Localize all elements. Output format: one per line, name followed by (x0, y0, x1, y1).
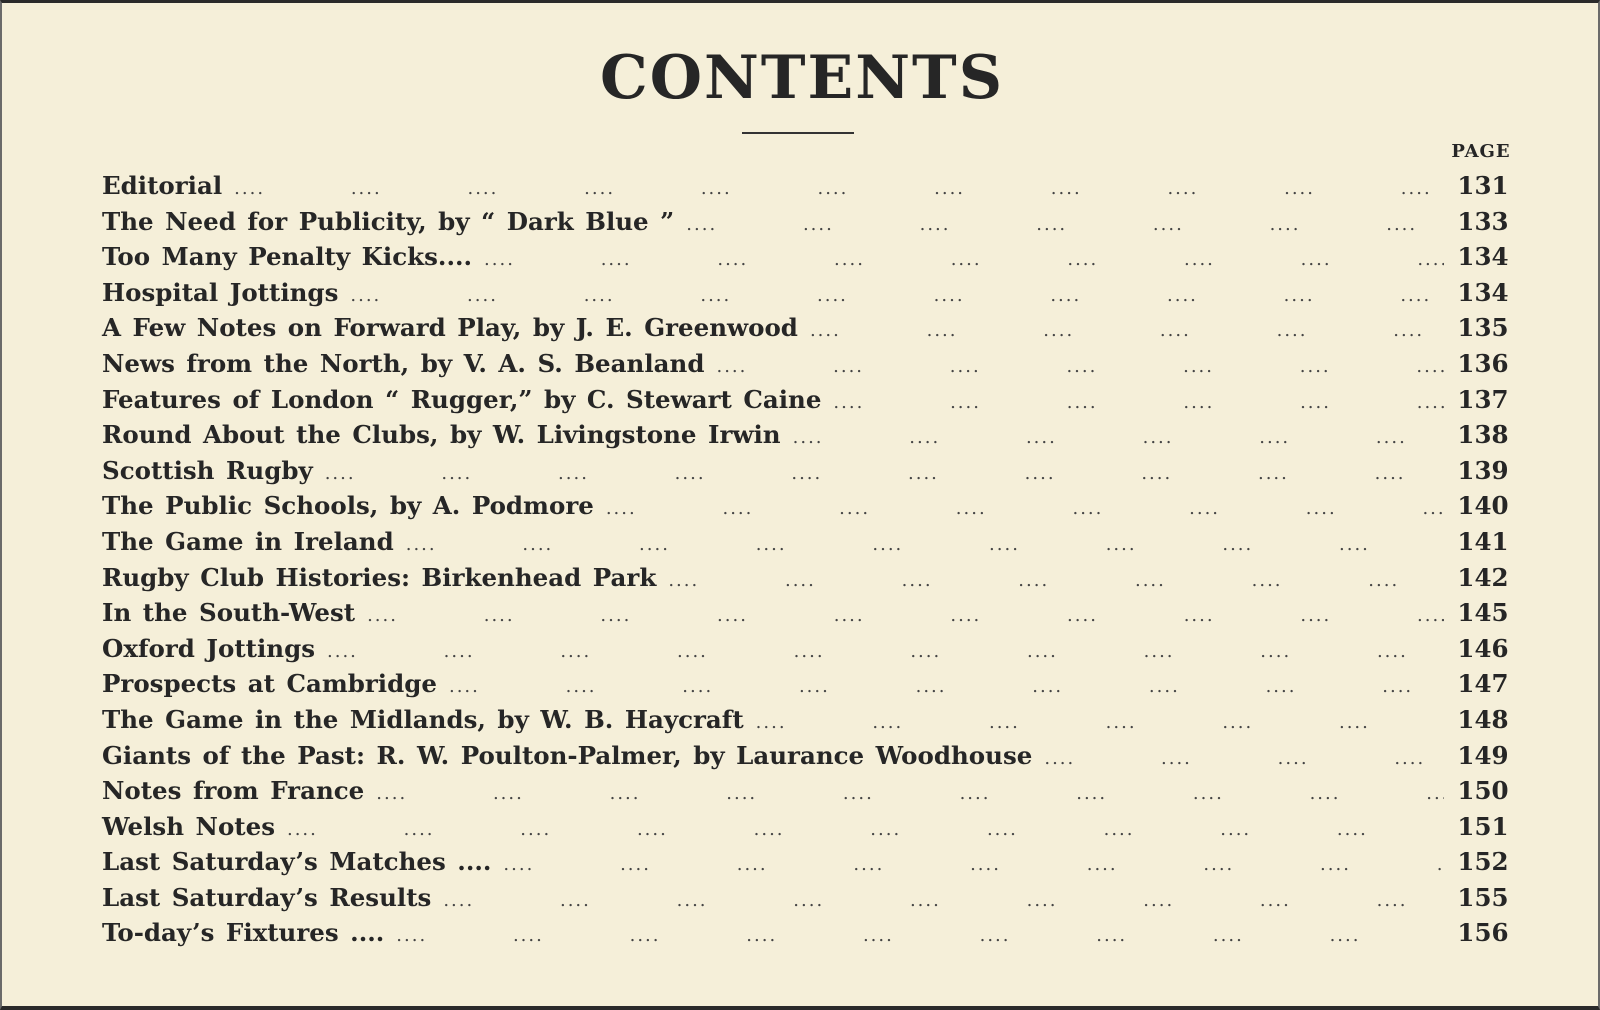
dot-leader (756, 712, 1444, 733)
toc-entry (102, 776, 1522, 812)
title-rule (742, 132, 854, 134)
page-column-label: PAGE (1451, 141, 1511, 162)
dot-leader (350, 285, 1444, 306)
entry-title: Hospital Jottings (102, 277, 339, 307)
dot-leader (287, 819, 1444, 840)
dot-leader (686, 214, 1444, 235)
entry-title: To-day’s Fixtures .... (102, 918, 385, 948)
entry-page-number: 152 (1457, 847, 1509, 877)
entry-title: The Game in the Midlands, by W. B. Haycraft (102, 704, 744, 734)
dot-leader (793, 427, 1444, 448)
dot-leader (443, 890, 1444, 911)
toc-entry (102, 278, 1522, 314)
entry-title: Prospects at Cambridge (102, 669, 437, 699)
toc-entry (102, 207, 1522, 243)
toc-entry (102, 349, 1522, 385)
entry-page-number: 135 (1457, 313, 1509, 343)
dot-leader (367, 605, 1444, 626)
entry-title: In the South-West (102, 598, 356, 628)
entry-title: The Game in Ireland (102, 526, 394, 556)
toc-entry (102, 171, 1522, 207)
dot-leader (716, 356, 1444, 377)
toc-entry (102, 883, 1522, 919)
dot-leader (396, 925, 1444, 946)
toc-entry (102, 385, 1522, 421)
entry-title: The Public Schools, by A. Podmore (102, 491, 594, 521)
dot-leader (234, 178, 1444, 199)
entry-page-number: 142 (1457, 562, 1509, 592)
entry-title: Features of London “ Rugger,” by C. Stewart Caine (102, 384, 822, 414)
entry-title: News from the North, by V. A. S. Beanland (102, 348, 705, 378)
entry-page-number: 137 (1457, 384, 1509, 414)
entry-page-number: 138 (1457, 420, 1509, 450)
entry-page-number: 139 (1457, 455, 1509, 485)
entry-page-number: 133 (1457, 206, 1509, 236)
dot-leader (449, 676, 1444, 697)
entry-title: Notes from France (102, 776, 365, 806)
toc-entry (102, 420, 1522, 456)
dot-leader (406, 534, 1444, 555)
toc-entry (102, 527, 1522, 563)
entry-title: Round About the Clubs, by W. Livingstone Irwin (102, 420, 781, 450)
entry-page-number: 156 (1457, 918, 1509, 948)
toc-entry (102, 491, 1522, 527)
entry-title: Editorial (102, 171, 223, 200)
entry-page-number: 146 (1457, 633, 1509, 663)
entry-page-number: 151 (1457, 811, 1509, 841)
entry-page-number: 134 (1457, 277, 1509, 307)
entry-title: Rugby Club Histories: Birkenhead Park (102, 562, 657, 592)
toc-entry (102, 741, 1522, 777)
entry-title: A Few Notes on Forward Play, by J. E. Greenwood (102, 313, 798, 343)
toc-entry (102, 847, 1522, 883)
toc-entry (102, 313, 1522, 349)
entry-title: Last Saturday’s Results (102, 882, 432, 912)
page-title: CONTENTS (599, 43, 1005, 113)
entry-page-number: 150 (1457, 776, 1509, 806)
entry-title: Too Many Penalty Kicks.... (102, 242, 473, 272)
toc-entry (102, 598, 1522, 634)
entry-title: The Need for Publicity, by “ Dark Blue ” (102, 206, 675, 236)
entry-page-number: 140 (1457, 491, 1509, 521)
toc-entry (102, 705, 1522, 741)
toc-entry (102, 456, 1522, 492)
dot-leader (606, 498, 1444, 519)
toc-entry (102, 812, 1522, 848)
entry-title: Oxford Jottings (102, 633, 316, 663)
dot-leader (1044, 748, 1444, 769)
entry-title: Scottish Rugby (102, 455, 313, 485)
entry-page-number: 155 (1457, 882, 1509, 912)
entry-page-number: 131 (1457, 171, 1509, 200)
entry-page-number: 149 (1457, 740, 1509, 770)
dot-leader (327, 641, 1444, 662)
entry-title: Last Saturday’s Matches .... (102, 847, 492, 877)
entry-page-number: 148 (1457, 704, 1509, 734)
entry-title: Welsh Notes (102, 811, 275, 841)
entry-page-number: 136 (1457, 348, 1509, 378)
toc-entry (102, 242, 1522, 278)
toc-entry (102, 563, 1522, 599)
toc-entry (102, 634, 1522, 670)
contents-list (102, 171, 1522, 954)
dot-leader (810, 320, 1444, 341)
entry-title: Giants of the Past: R. W. Poulton-Palmer, by Laurance Woodhouse (102, 740, 1033, 770)
toc-entry (102, 669, 1522, 705)
dot-leader (325, 463, 1444, 484)
dot-leader (376, 783, 1444, 804)
toc-entry (102, 918, 1522, 954)
dot-leader (503, 854, 1444, 875)
entry-page-number: 134 (1457, 242, 1509, 272)
entry-page-number: 147 (1457, 669, 1509, 699)
dot-leader (668, 570, 1444, 591)
entry-page-number: 145 (1457, 598, 1509, 628)
entry-page-number: 141 (1457, 526, 1509, 556)
dot-leader (833, 392, 1444, 413)
dot-leader (484, 249, 1444, 270)
